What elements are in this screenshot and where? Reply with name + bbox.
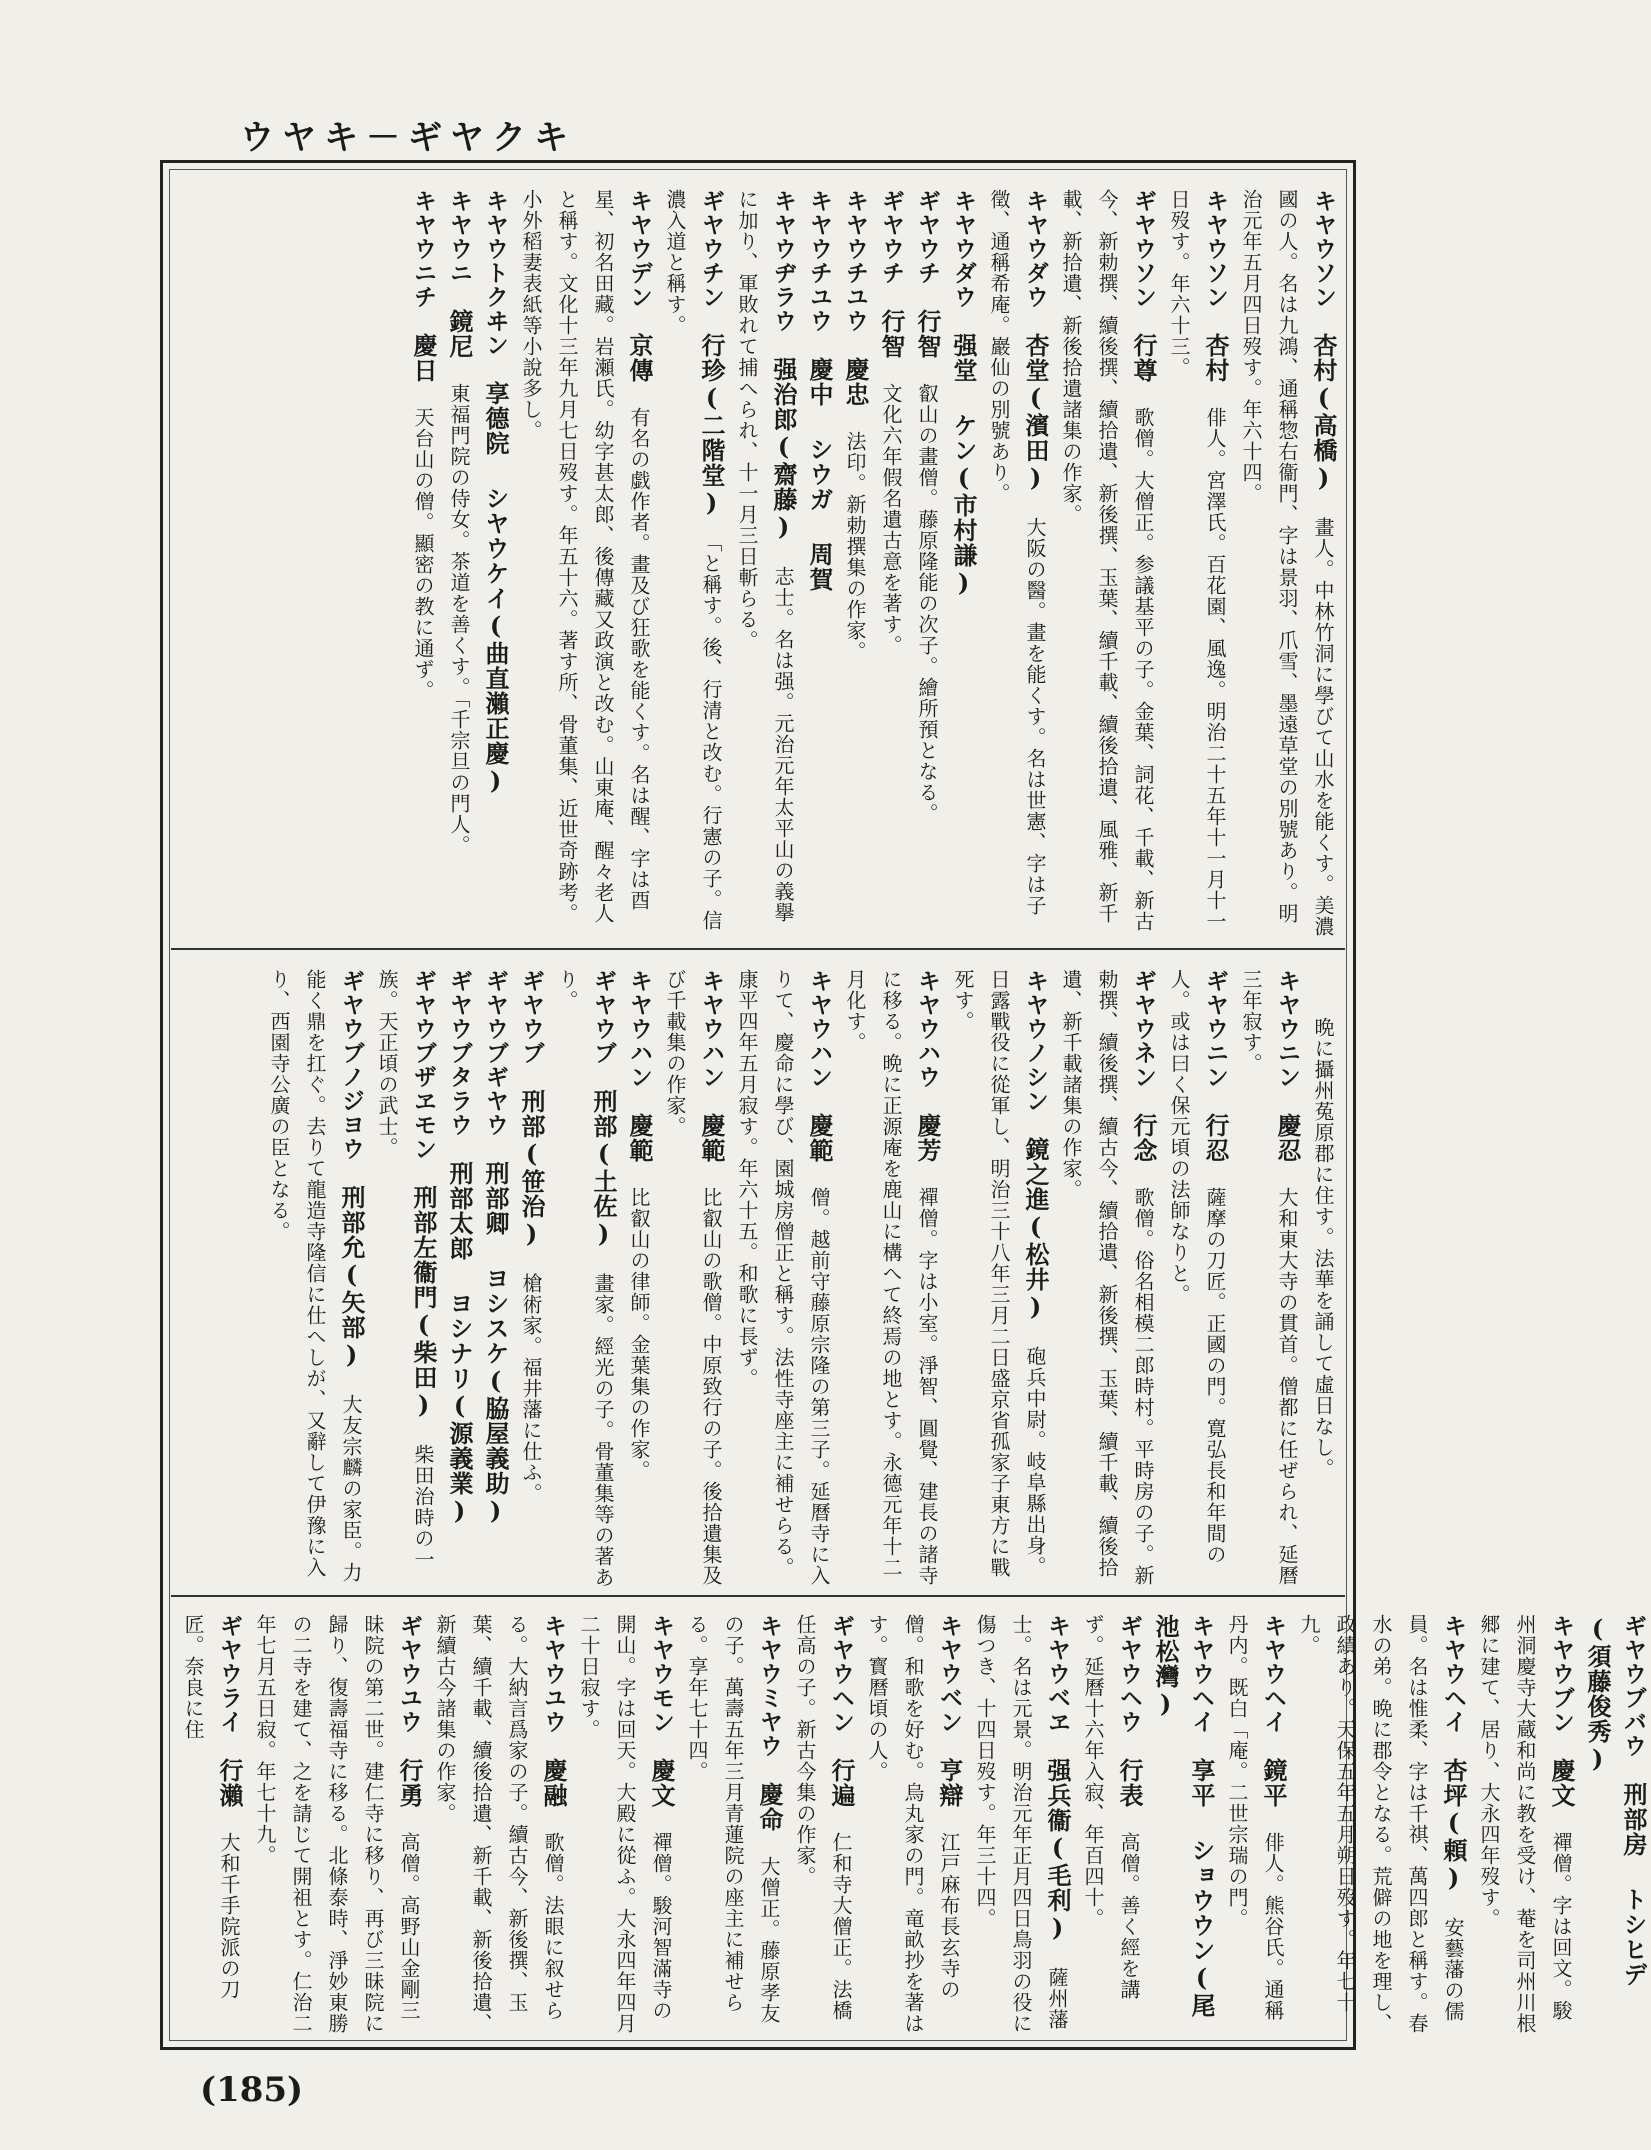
entry-name: 享德院 シヤウケイ(曲直瀨正慶) — [481, 381, 510, 796]
dictionary-entry — [554, 969, 616, 1588]
entry-name: 杏村 — [1201, 333, 1230, 383]
entry-name: 行念 — [1129, 1113, 1158, 1163]
entry-name: 强兵衞(毛利) — [1043, 1758, 1072, 1943]
dictionary-entry — [662, 969, 724, 1586]
entry-kana: キヤウニ — [446, 189, 472, 285]
dictionary-entry — [518, 189, 652, 924]
entry-name: 鏡尼 — [445, 309, 474, 359]
entry-kana: ギヤウブギヤウ — [482, 969, 508, 1137]
dictionary-entry — [482, 189, 508, 820]
entry-name: 行忍 — [1201, 1113, 1230, 1163]
entry-name: 慶命 — [755, 1782, 784, 1832]
entry-kana: ギヤウソン — [1130, 189, 1156, 309]
entry-name: 慶忍 — [1273, 1113, 1302, 1163]
dictionary-entry — [252, 1614, 422, 2034]
page-number: (185) — [200, 2070, 304, 2110]
dictionary-entry — [950, 969, 1048, 1578]
entry-name: 亨辯 — [935, 1758, 964, 1808]
entry-desc: 叡山の畫僧。藤原隆能の次子。繪所預となる。 — [915, 383, 939, 824]
entry-kana: キヤウハン — [698, 969, 724, 1089]
entry-kana: ギヤウブタラウ — [446, 969, 472, 1137]
entry-desc: 薩州藩士。名は元景。明治元年正月四日鳥羽の役に傷つき、十四日歿す。年三十四。 — [973, 1614, 1069, 2034]
dictionary-entry — [1058, 969, 1156, 1586]
entry-name: 行智 — [913, 309, 942, 359]
dictionary-entry — [684, 1614, 782, 2024]
section-top — [175, 183, 1341, 938]
entry-name: 行尊 — [1129, 333, 1158, 383]
entry-desc: 大阪の醫。畫を能くす。名は世憲、字は子徵、通稱希庵。巖仙の別號あり。 — [987, 189, 1047, 916]
dictionary-entry — [734, 969, 832, 1586]
entry-kana: ギヤウライ — [216, 1614, 242, 1734]
entry-name: 慶中 シウガ 周賀 — [805, 357, 834, 592]
section-divider — [171, 1595, 1345, 1597]
entry-desc: 大僧正。藤原孝友の子。萬壽五年三月青蓮院の座主に補せらる。享年七十四。 — [685, 1614, 781, 2024]
dictionary-entry — [1080, 1614, 1142, 2000]
entry-name: 刑部允(矢部) — [337, 1185, 366, 1370]
entry-kana: キヤウブン — [1548, 1614, 1574, 1734]
entry-name: 行瀨 — [215, 1758, 244, 1808]
entry-name: 慶忠 — [841, 357, 870, 407]
entry-kana: キヤウベヱ — [1044, 1614, 1070, 1734]
entry-desc: 俳人。宮澤氏。百花園、風逸。明治二十五年十一月十一日歿す。年六十三。 — [1167, 189, 1227, 932]
entry-desc: 禪僧。字は小室。淨智、圓覺、建長の諸寺に移る。晩に正源庵を鹿山に構へて終焉の地とす。永德元年十二月化す。 — [843, 969, 939, 1586]
dictionary-entry — [1310, 969, 1336, 1479]
entry-name: 刑部(笹治) — [517, 1089, 546, 1249]
entry-kana: ギヤウヘン — [828, 1614, 854, 1734]
entry-desc: 文化六年假名遺古意を著す。 — [879, 383, 903, 656]
running-header: ウヤキ－ギヤクキ — [240, 118, 576, 158]
entry-desc: 安藝藩の儒員。名は惟柔、字は千祺、萬四郎と稱す。春水の弟。晩に郡令となる。荒僻の地を理し、政績あり。天保五年五月朔日歿す。年七十九。 — [1297, 1614, 1465, 2034]
entry-name: 杏村(高橋) — [1309, 333, 1338, 493]
entry-kana: ギヤウブ — [590, 969, 616, 1065]
dictionary-entry — [410, 189, 436, 701]
entry-kana: キヤウハン — [626, 969, 652, 1089]
dictionary-entry — [986, 189, 1048, 916]
entry-kana: ギヤウブ — [518, 969, 544, 1065]
entry-desc: 畫家。經光の子。骨董集等の著あり。 — [555, 969, 615, 1588]
entry-kana: キヤウヂラウ — [770, 189, 796, 333]
entry-desc: 大和東大寺の貫首。僧都に任ぜられ、延曆三年寂す。 — [1239, 969, 1299, 1586]
dictionary-entry — [482, 969, 508, 1550]
entry-name: 刑部左衞門(柴田) — [409, 1185, 438, 1420]
entry-name: 鏡平 — [1259, 1758, 1288, 1808]
entry-kana: キヤウノシン — [1022, 969, 1048, 1113]
entry-name: 行表 — [1115, 1758, 1144, 1808]
entry-name: 杏堂(濱田) — [1021, 333, 1050, 493]
dictionary-entry — [1058, 189, 1156, 932]
entry-desc: 歌僧。法眼に叙せらる。大納言爲家の子。續古今、新後撰、玉葉、續千載、續後拾遺、新千載、新後拾遺、新續古今諸集の作家。 — [433, 1614, 565, 2034]
entry-kana: キヤウヘイ — [1188, 1614, 1214, 1734]
dictionary-entry — [792, 1614, 854, 2021]
entry-kana: キヤウデン — [626, 189, 652, 309]
entry-kana: キヤウチユウ — [806, 189, 832, 333]
entry-desc: 歌僧。俗名相模二郎時村。平時房の子。新勅撰、續後撰、續古今、續拾遺、新後撰、玉葉、續千載、續後拾遺、新千載諸集の作家。 — [1059, 969, 1155, 1586]
dictionary-entry — [864, 1614, 962, 2034]
entry-kana: キヤウヘイ — [1260, 1614, 1286, 1734]
entry-name: 慶範 — [697, 1113, 726, 1163]
entry-desc: 大友宗麟の家臣。力能く鼎を扛ぐ。去りて龍造寺隆信に仕へしが、又辭して伊豫に入り、西園寺公廣の臣となる。 — [267, 969, 363, 1583]
entry-name: 行遍 — [827, 1758, 856, 1808]
dictionary-entry — [972, 1614, 1070, 2034]
entry-kana: キヤウニン — [1274, 969, 1300, 1089]
entry-name: 行智 — [877, 309, 906, 359]
entry-desc: 法印。新勅撰集の作家。 — [843, 431, 867, 662]
dictionary-entry — [662, 189, 724, 931]
dictionary-entry — [1152, 1614, 1214, 2018]
entry-kana: ギヤウチ — [914, 189, 940, 285]
dictionary-entry — [1166, 969, 1228, 1565]
entry-name: 杏坪(頼) — [1439, 1758, 1468, 1893]
entry-name: 慶範 — [805, 1113, 834, 1163]
dictionary-entry — [1224, 1614, 1286, 2021]
entry-desc: 江戸麻布長玄寺の僧。和歌を好む。烏丸家の門。竜畝抄を著はす。寳曆頃の人。 — [865, 1614, 961, 2034]
entry-desc: 高僧。高野山金剛三昧院の第二世。建仁寺に移り、再び三昧院に歸り、復壽福寺に移る。北條泰時、淨妙東勝の二寺を建て、之を請じて開祖とす。仁治二年七月五日寂。年七十九。 — [253, 1614, 421, 2034]
section-middle — [175, 963, 1341, 1588]
entry-name: 鏡之進(松井) — [1021, 1137, 1050, 1322]
entry-desc: 柴田治時の一族。天正頃の武士。 — [375, 969, 435, 1570]
entry-name: 刑部卿 ヨシスケ(脇屋義助) — [481, 1161, 510, 1526]
dictionary-entry — [878, 189, 904, 656]
entry-name: 刑部太郎 ヨシナリ(源義業) — [445, 1161, 474, 1526]
entry-name: 强治郎(齋藤) — [769, 357, 798, 542]
entry-kana: キヤウユウ — [540, 1614, 566, 1734]
entry-kana: ギヤウネン — [1130, 969, 1156, 1089]
dictionary-entry — [1166, 189, 1228, 932]
entry-kana: ギヤウヘウ — [1116, 1614, 1142, 1734]
entry-kana: ギヤウブザヱモン — [410, 969, 436, 1161]
entry-kana: キヤウミヤウ — [756, 1614, 782, 1758]
entry-name: 慶文 — [1547, 1758, 1576, 1808]
entries-column — [261, 963, 1341, 1588]
entry-kana: ギヤウブノジヨウ — [338, 969, 364, 1161]
entry-name: 强堂 ケン(市村謙) — [949, 333, 978, 598]
entry-desc: 「と稱す。後、行清と改む。行憲の子。信濃入道と稱す。 — [663, 189, 723, 931]
entry-desc: 俳人。熊谷氏。通稱丹内。既白「庵。二世宗瑞の門。 — [1225, 1614, 1285, 2021]
dictionary-entry — [1238, 969, 1300, 1586]
entry-name: 刑部房 トシヒデ(須藤俊秀) — [1583, 1614, 1648, 1987]
entry-kana: ギヤウチン — [698, 189, 724, 309]
entry-desc: 高僧。善く經を講ず。延曆十六年入寂、年百四十。 — [1081, 1614, 1141, 2000]
entry-kana: キヤウトクヰン — [482, 189, 508, 357]
entry-name: 京傳 — [625, 333, 654, 383]
entry-desc: 比叡山の律師。金葉集の作家。 — [627, 1187, 651, 1481]
entry-kana: キヤウハウ — [914, 969, 940, 1089]
section-divider — [171, 948, 1345, 950]
entry-kana: キヤウニチ — [410, 189, 436, 309]
entry-kana: キヤウチユウ — [842, 189, 868, 333]
entry-kana: キヤウベン — [936, 1614, 962, 1734]
entry-kana: キヤウモン — [648, 1614, 674, 1734]
dictionary-entry — [1584, 1614, 1646, 1987]
entries-column — [405, 183, 1341, 938]
dictionary-entry — [842, 969, 940, 1586]
entry-kana: キヤウハン — [806, 969, 832, 1089]
dictionary-entry — [806, 189, 832, 616]
dictionary-entry — [266, 969, 364, 1583]
entry-desc: 晩に攝州菟原郡に住す。法華を誦して虛日なし。 — [1311, 1017, 1335, 1479]
entry-desc: 畫人。中林竹洞に學びて山水を能くす。美濃國の人。名は九鴻、通稱惣右衞門、字は景羽、爪雪、墨遠草堂の別號あり。明治元年五月四日歿す。年六十四。 — [1239, 189, 1335, 937]
entry-name: 慶範 — [625, 1113, 654, 1163]
entry-desc: 薩摩の刀匠。正國の門。寛弘長和年間の人。或は曰く保元頃の法師なりと。 — [1167, 969, 1227, 1565]
dictionary-entry — [432, 1614, 566, 2034]
entry-desc: 仁和寺大僧正。法橋任高の子。新古今集の作家。 — [793, 1614, 853, 2021]
dictionary-entry — [734, 189, 796, 923]
entry-desc: 有名の戯作者。畫及び狂歌を能くす。名は醒、字は酉星、初名田藏。岩瀬氏。幼字甚太郎、後傳藏又政演と改む。山東庵、醒々老人と稱す。文化十三年九月七日歿す。年五十六。著す所、骨董集、近世奇跡考。小外稻妻表紙等小說多し。 — [519, 189, 651, 924]
entry-kana: キヤウヘイ — [1440, 1614, 1466, 1734]
dictionary-entry — [374, 969, 436, 1570]
entry-desc: 砲兵中尉。岐阜縣出身。日露戰役に從軍し、明治三十八年三月二日盛京省孤家子東方に戰死す。 — [951, 969, 1047, 1578]
dictionary-entry — [1296, 1614, 1466, 2034]
entry-desc: 大和千手院派の刀匠。奈良に住 — [181, 1614, 241, 2000]
dictionary-entry — [914, 189, 940, 824]
entry-kana: キヤウダウ — [1022, 189, 1048, 309]
entry-desc: 禪僧。駿河智滿寺の開山。字は回天。大殿に從ふ。大永四年四月二十日寂す。 — [577, 1614, 673, 2034]
entry-desc: 僧。越前守藤原宗隆の第三子。延曆寺に入りて、慶命に學び、園城房僧正と稱す。法性寺座主に補せらる。康平四年五月寂す。年六十五。和歌に長ず。 — [735, 969, 831, 1586]
entry-kana: ギヤウブバウ — [1620, 1614, 1646, 1758]
entry-name: 慶日 — [409, 333, 438, 383]
entry-name: 行珍(二階堂) — [697, 333, 726, 518]
entry-name: 行勇 — [395, 1758, 424, 1808]
entry-kana: キヤウソン — [1310, 189, 1336, 309]
entry-kana: ギヤウニン — [1202, 969, 1228, 1089]
entries-column — [175, 1608, 1651, 2038]
page-frame — [160, 160, 1648, 2050]
entry-desc: 禪僧。字は回文。駿州洞慶寺大蔵和尚に教を受け、菴を司州川根郷に建て、居り、大永四年歿す。 — [1477, 1614, 1573, 2034]
dictionary-entry — [1476, 1614, 1574, 2034]
entry-desc: 比叡山の歌僧。中原致行の子。後拾遺集及び千載集の作家。 — [663, 969, 723, 1586]
dictionary-entry — [518, 969, 544, 1504]
entry-kana: キヤウダウ — [950, 189, 976, 309]
entry-name: 刑部(土佐) — [589, 1089, 618, 1249]
entry-desc: 歌僧。大僧正。参議基平の子。金葉、詞花、千載、新古今、新勅撰、續後撰、續拾遺、新後撰、玉葉、續千載、續後拾遺、風雅、新千載、新拾遺、新後拾遺諸集の作家。 — [1059, 189, 1155, 932]
dictionary-entry — [180, 1614, 242, 2000]
section-bottom — [175, 1608, 1648, 2038]
entry-kana: ギヤウチ — [878, 189, 904, 285]
dictionary-entry — [446, 969, 472, 1550]
entry-desc: 志士。名は强。元治元年太平山の義擧に加り、軍敗れて捕へられ、十一月三日斬らる。 — [735, 189, 795, 923]
entry-kana: キヤウソン — [1202, 189, 1228, 309]
entry-name: 享平 ショウウン(尾池松灣) — [1151, 1614, 1216, 2018]
entry-name: 慶文 — [647, 1758, 676, 1808]
entry-name: 慶融 — [539, 1758, 568, 1808]
entry-kana: ギヤウユウ — [396, 1614, 422, 1734]
dictionary-entry — [576, 1614, 674, 2034]
dictionary-entry — [446, 189, 472, 856]
entry-desc: 槍術家。福井藩に仕ふ。 — [519, 1273, 543, 1504]
dictionary-entry — [626, 969, 652, 1481]
dictionary-entry — [950, 189, 976, 622]
entry-desc: 東福門院の侍女。茶道を善くす。「千宗旦の門人。 — [447, 383, 471, 856]
entry-desc: 天台山の僧。顯密の教に通ず。 — [411, 407, 435, 701]
entry-name: 慶芳 — [913, 1113, 942, 1163]
dictionary-entry — [1238, 189, 1336, 937]
dictionary-entry — [842, 189, 868, 662]
